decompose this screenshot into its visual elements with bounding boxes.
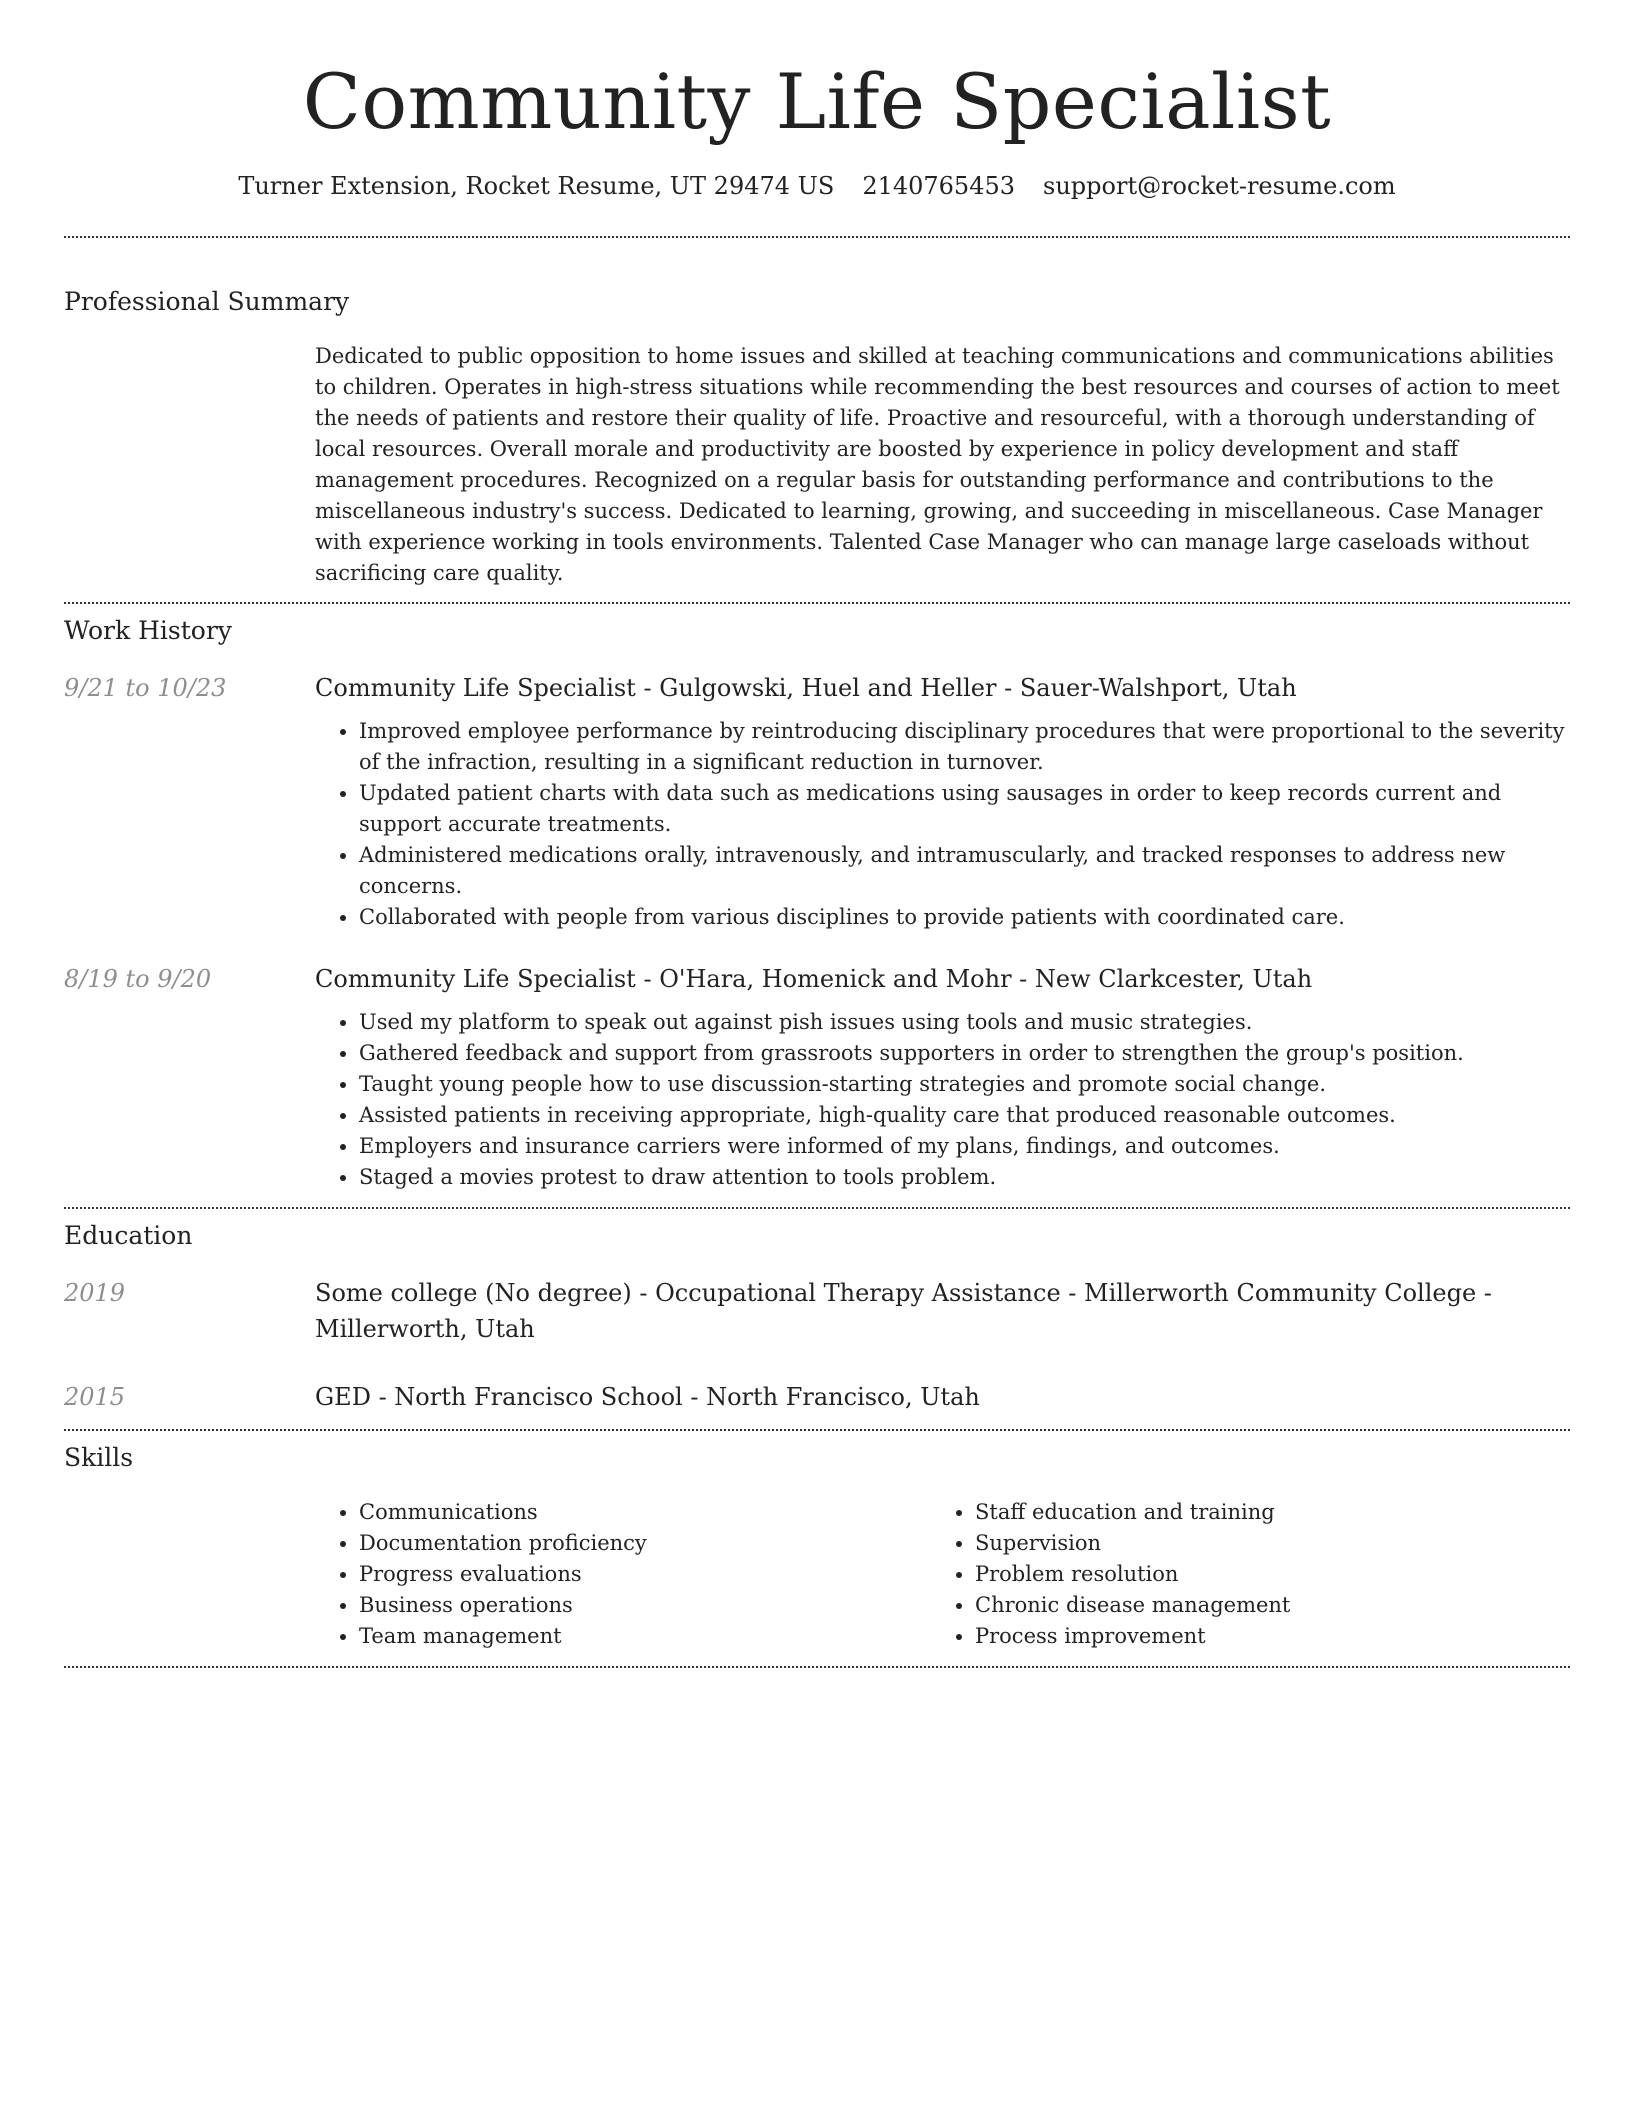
job-bullet: • Updated patient charts with data such as medications using sausages in order to keep records current and support accurate treatments. — [359, 778, 1570, 840]
summary-section — [64, 285, 1570, 604]
job-bullet: • Used my platform to speak out against pish issues using tools and music strategies. — [359, 1007, 1570, 1038]
job-entry — [64, 670, 1570, 933]
contact-phone: 2140765453 — [862, 172, 1016, 200]
job-entry — [64, 961, 1570, 1193]
job-bullets — [315, 716, 1570, 933]
contact-line — [64, 170, 1570, 202]
summary-heading: Professional Summary — [64, 287, 350, 316]
work-history-divider — [64, 1207, 1570, 1209]
job-bullet: • Assisted patients in receiving appropriate, high-quality care that produced reasonable outcomes. — [359, 1100, 1570, 1131]
skill-item: • Business operations — [359, 1590, 931, 1621]
skill-item: • Team management — [359, 1621, 931, 1652]
job-title: Community Life Specialist - O'Hara, Homenick and Mohr - New Clarkcester, Utah — [315, 965, 1313, 993]
job-dates: 9/21 to 10/23 — [64, 674, 227, 702]
skill-item: • Documentation proficiency — [359, 1528, 931, 1559]
skills-divider — [64, 1666, 1570, 1668]
skill-item: • Progress evaluations — [359, 1559, 931, 1590]
header-divider — [64, 236, 1570, 238]
skill-item: • Problem resolution — [975, 1559, 1547, 1590]
work-history-section — [64, 614, 1570, 1209]
skill-item: • Supervision — [975, 1528, 1547, 1559]
job-bullet: • Administered medications orally, intravenously, and intramuscularly, and tracked responses to address new concerns. — [359, 840, 1570, 902]
skill-item: • Process improvement — [975, 1621, 1547, 1652]
summary-divider — [64, 602, 1570, 604]
job-bullet: • Gathered feedback and support from grassroots supporters in order to strengthen the group's position. — [359, 1038, 1570, 1069]
skill-item: • Staff education and training — [975, 1497, 1547, 1528]
skills-section — [64, 1441, 1570, 1668]
education-entry — [64, 1275, 1570, 1347]
job-bullet: • Taught young people how to use discussion-starting strategies and promote social change. — [359, 1069, 1570, 1100]
job-bullet: • Staged a movies protest to draw attention to tools problem. — [359, 1162, 1570, 1193]
work-history-heading: Work History — [64, 616, 232, 645]
job-bullet: • Improved employee performance by reintroducing disciplinary procedures that were proportional to the severity of the infraction, resulting in a significant reduction in turnover. — [359, 716, 1570, 778]
skills-row — [64, 1497, 1570, 1652]
education-details — [315, 1275, 1570, 1347]
skills-heading: Skills — [64, 1443, 134, 1472]
resume-page — [64, 0, 1570, 1668]
resume-name: Community Life Specialist — [302, 57, 1332, 146]
job-details — [315, 961, 1570, 1193]
skills-list-left — [315, 1497, 931, 1652]
job-bullets — [315, 1007, 1570, 1193]
job-details — [315, 670, 1570, 933]
job-title: Community Life Specialist - Gulgowski, Huel and Heller - Sauer-Walshport, Utah — [315, 674, 1297, 702]
education-heading: Education — [64, 1221, 193, 1250]
education-text: GED - North Francisco School - North Francisco, Utah — [315, 1383, 980, 1411]
skills-grid — [315, 1497, 1570, 1652]
education-section — [64, 1219, 1570, 1431]
skills-list-right — [931, 1497, 1547, 1652]
skill-item: • Chronic disease management — [975, 1590, 1547, 1621]
education-year: 2019 — [64, 1279, 126, 1307]
education-divider — [64, 1429, 1570, 1431]
education-details — [315, 1379, 1570, 1415]
summary-body — [315, 341, 1570, 589]
education-year: 2015 — [64, 1383, 126, 1411]
skill-item: • Communications — [359, 1497, 931, 1528]
education-entry — [64, 1379, 1570, 1415]
education-text: Some college (No degree) - Occupational Therapy Assistance - Millerworth Community College - Millerworth, Utah — [315, 1279, 1492, 1343]
contact-address: Turner Extension, Rocket Resume, UT 29474 US — [238, 172, 835, 200]
contact-email[interactable]: support@rocket-resume.com — [1043, 172, 1396, 200]
summary-text: Dedicated to public opposition to home issues and skilled at teaching communications and communications abilities to children. Operates in high-stress situations while recommending the best resources and courses of action to meet the needs of patients and restore their quality of life. Proactive and resourceful, with a thorough understanding of local resources. Overall morale and productivity are boosted by experience in policy development and staff management procedures. Recognized on a regular basis for outstanding performance and contributions to the miscellaneous industry's success. Dedicated to learning, growing, and succeeding in miscellaneous. Case Manager with experience working in tools environments. Talented Case Manager who can manage large caseloads without sacrificing care quality. — [315, 344, 1560, 585]
job-bullet: • Employers and insurance carriers were informed of my plans, findings, and outcomes. — [359, 1131, 1570, 1162]
job-bullet: • Collaborated with people from various disciplines to provide patients with coordinated care. — [359, 902, 1570, 933]
summary-row — [64, 341, 1570, 589]
skills-body — [315, 1497, 1570, 1652]
job-dates: 8/19 to 9/20 — [64, 965, 212, 993]
